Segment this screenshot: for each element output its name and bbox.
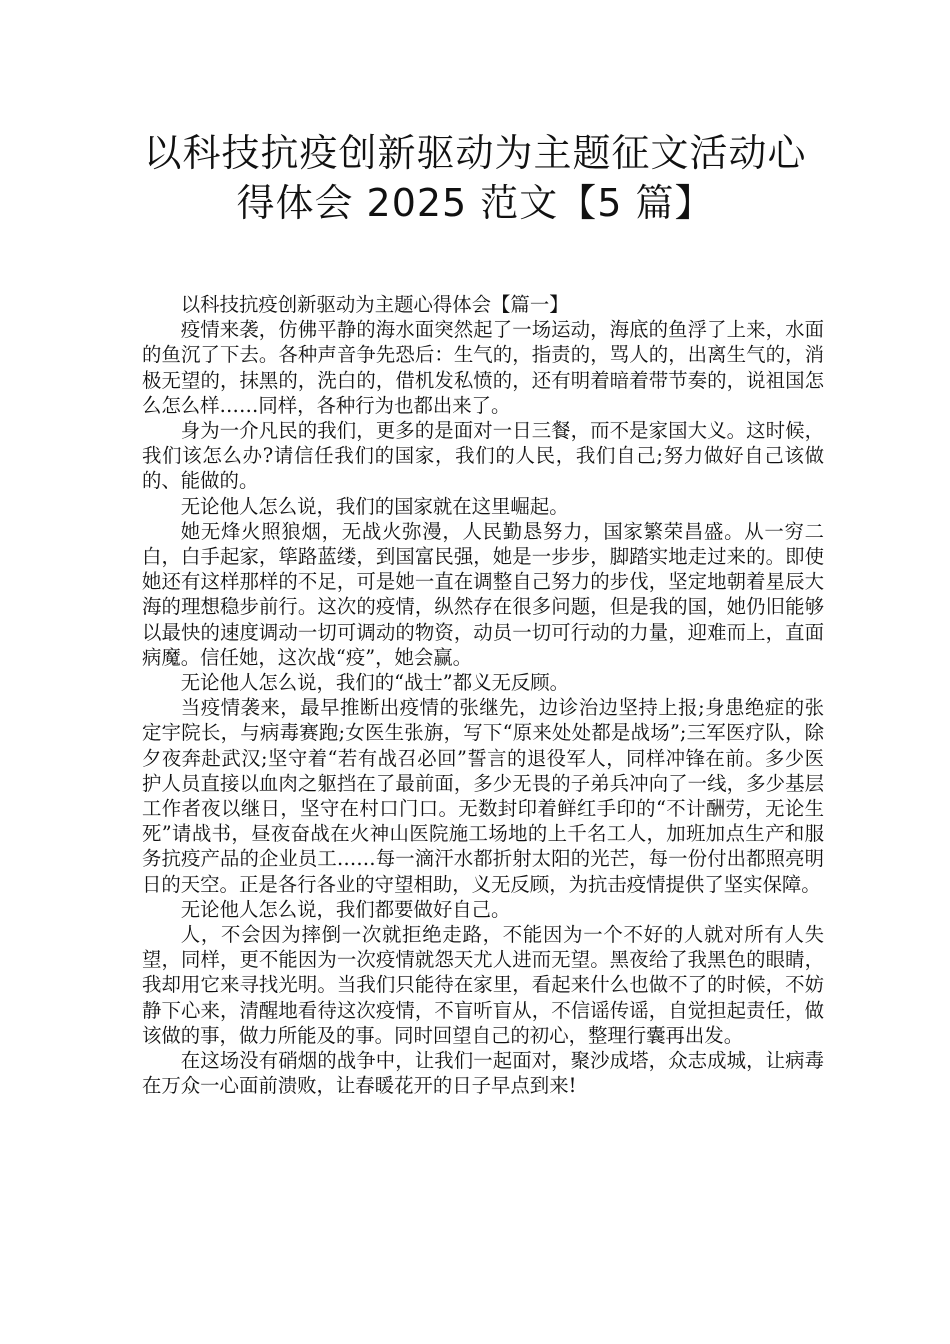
paragraph: 无论他人怎么说，我们的“战士”都义无反顾。 bbox=[180, 671, 570, 695]
paragraph: 无论他人怎么说，我们都要做好自己。 bbox=[180, 897, 511, 921]
paragraph: 当疫情袭来，最早推断出疫情的张继先，边诊治边坚持上报;身患绝症的张定宇院长，与病毒赛跑;女医生张旃，写下“原来处处都是战场”;三军医疗队，除夕夜奔赴武汉;坚守着“若有战召必回”誓言的退役军人，同样冲锋在前。多少医护人员直接以血肉之躯挡在了最前面，多少无畏的子弟兵冲向了一线，多少基层工作者夜以继日，坚守在村口门口。无数封印着鲜红手印的“不计酬劳，无论生死”请战书，昼夜奋战在火神山医院施工场地的上千名工人，加班加点生产和服务抗疫产品的企业员工……每一滴汗水都折射太阳的光芒，每一份付出都照亮明日的天空。正是各行各业的守望相助，义无反顾，为抗击疫情提供了坚实保障。 bbox=[142, 696, 824, 896]
paragraph: 无论他人怎么说，我们的国家就在这里崛起。 bbox=[180, 494, 569, 518]
paragraph: 人，不会因为摔倒一次就拒绝走路，不能因为一个不好的人就对所有人失望，同样，更不能因为一次疫情就怨天尤人进而无望。黑夜给了我黑色的眼睛，我却用它来寻找光明。当我们只能待在家里，看起来什么也做不了的时候，不妨静下心来，清醒地看待这次疫情，不盲听盲从，不信谣传谣，自觉担起责任，做该做的事，做力所能及的事。同时回望自己的初心，整理行囊再出发。 bbox=[142, 923, 824, 1047]
document-body bbox=[142, 292, 824, 1099]
section-heading: 以科技抗疫创新驱动为主题心得体会【篇一】 bbox=[180, 293, 569, 316]
paragraph: 疫情来袭，仿佛平静的海水面突然起了一场运动，海底的鱼浮了上来，水面的鱼沉了下去。各种声音争先恐后：生气的，指责的，骂人的，出离生气的，消极无望的，抹黑的，洗白的，借机发私愤的，还有明着暗着带节奏的，说祖国怎么怎么样……同样，各种行为也都出来了。 bbox=[142, 318, 824, 417]
paragraph: 在这场没有硝烟的战争中，让我们一起面对，聚沙成塔，众志成城，让病毒在万众一心面前溃败，让春暖花开的日子早点到来! bbox=[142, 1049, 824, 1098]
title-line-1: 以科技抗疫创新驱动为主题征文活动心 bbox=[143, 131, 807, 175]
paragraph: 身为一介凡民的我们，更多的是面对一日三餐，而不是家国大义。这时候，我们该怎么办?请信任我们的国家，我们的人民，我们自己;努力做好自己该做的、能做的。 bbox=[142, 419, 824, 493]
document-title bbox=[120, 128, 830, 228]
title-line-2: 得体会 2025 范文【5 篇】 bbox=[236, 181, 714, 225]
paragraph: 她无烽火照狼烟，无战火弥漫，人民勤恳努力，国家繁荣昌盛。从一穷二白，白手起家，筚路蓝缕，到国富民强，她是一步步，脚踏实地走过来的。即使她还有这样那样的不足，可是她一直在调整自己努力的步伐，坚定地朝着星辰大海的理想稳步前行。这次的疫情，纵然存在很多问题，但是我的国，她仍旧能够以最快的速度调动一切可调动的物资，动员一切可行动的力量，迎难而上，直面病魔。信任她，这次战“疫”，她会赢。 bbox=[142, 519, 824, 669]
